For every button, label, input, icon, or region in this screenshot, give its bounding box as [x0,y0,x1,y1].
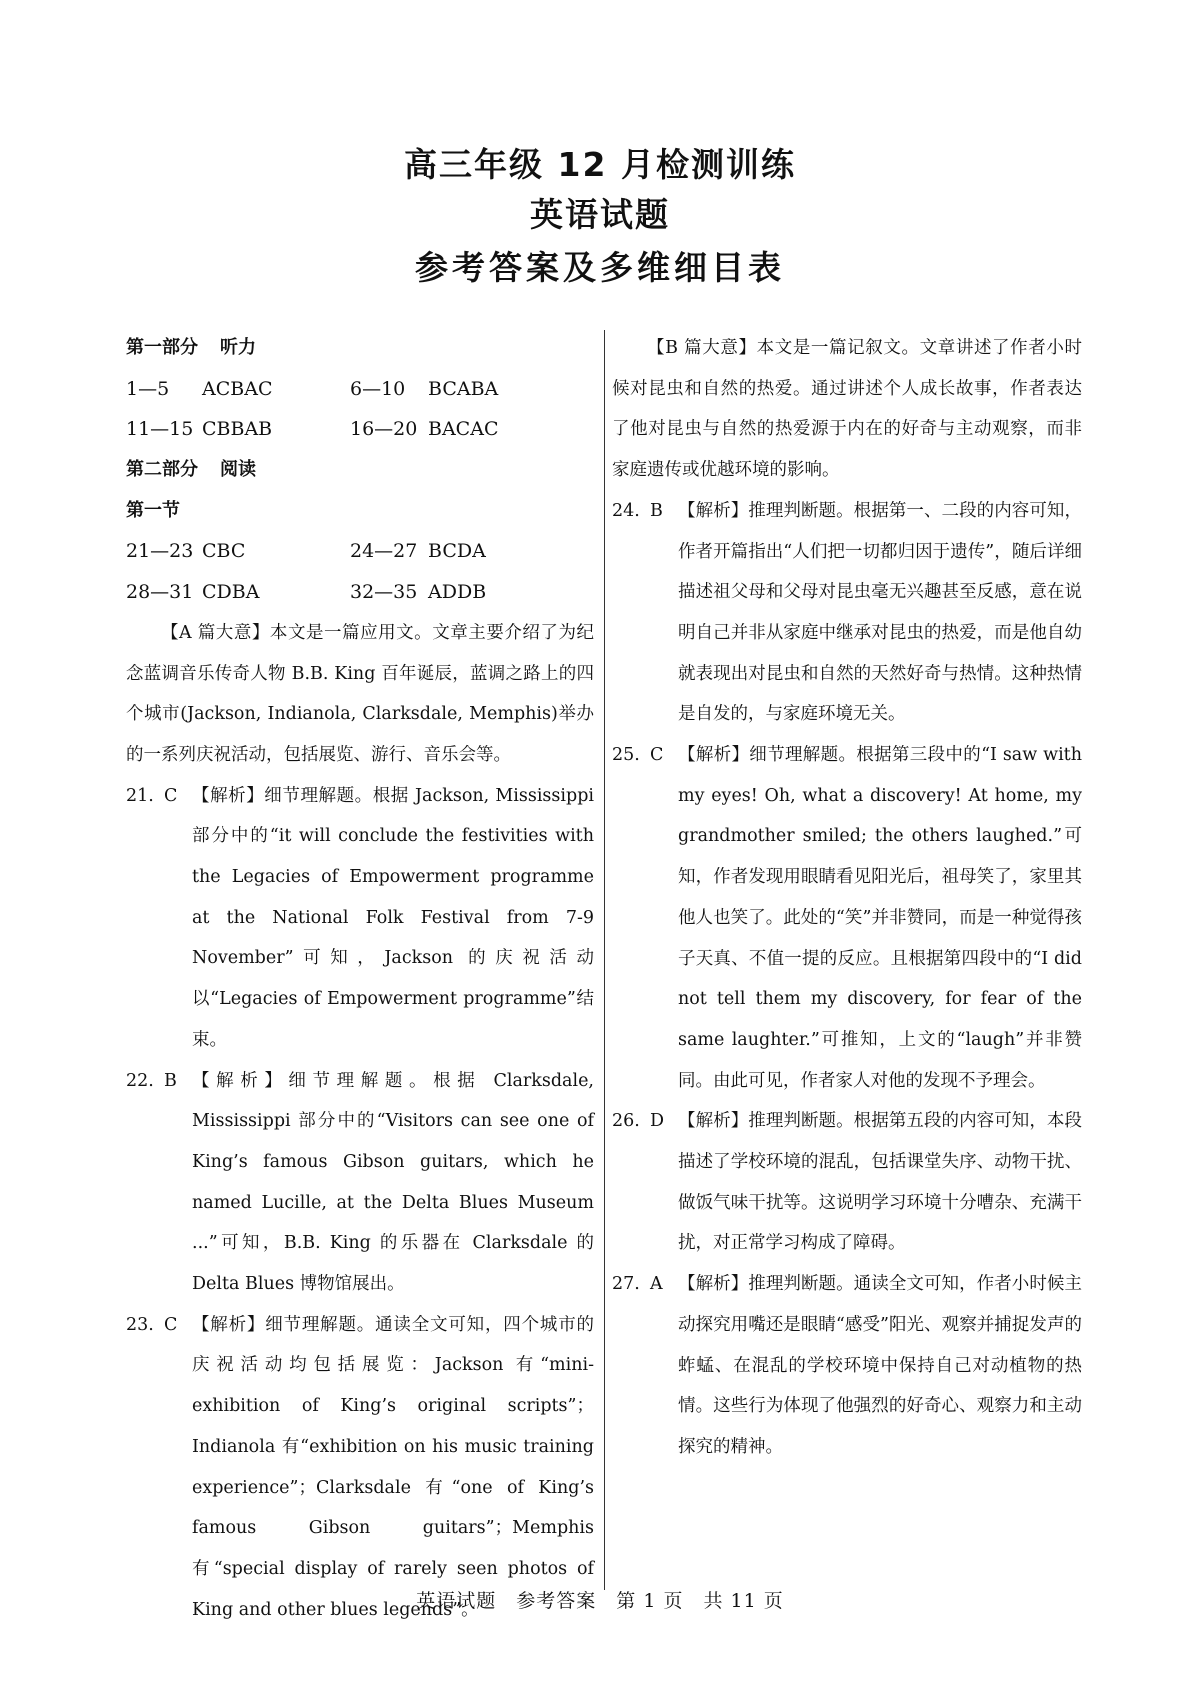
page-title: 高三年级 12 月检测训练 [404,145,796,184]
question-explanation: 27. A 【解析】推理判断题。通读全文可知，作者小时候主动探究用嘴还是眼睛“感受”阳光、观察并捕捉发声的蚱蜢、在混乱的学校环境中保持自己对动植物的热情。这些行为体现了他强烈的好奇心、观察力和主动探究的精神。 [612,1274,1082,1457]
title-block [0,140,1200,296]
answer-row: 11—15 CBBAB 16—20 BACAC [126,418,499,441]
left-column [126,328,594,1630]
page-footer: 英语试题 参考答案 第 1 页 共 11 页 [416,1590,784,1612]
page-subtitle: 参考答案及多维细目表 [415,248,785,287]
question-explanation: 24. B 【解析】推理判断题。根据第一、二段的内容可知，作者开篇指出“人们把一切都归因于遗传”，随后详细描述祖父母和父母对昆虫毫无兴趣甚至反感，意在说明自己并非从家庭中继承对昆虫的热爱，而是他自幼就表现出对昆虫和自然的天然好奇与热情。这种热情是自发的，与家庭环境无关。 [612,500,1082,725]
question-explanation: 22. B 【解析】细节理解题。根据 Clarksdale, Mississippi 部分中的“Visitors can see one of King’s famous Gibson guitars, which he named Lucille, at the Delta Blues Museum ...”可知，B.B. King 的乐器在 Clarksdale 的 Delta Blues 博物馆展出。 [126,1070,594,1295]
passage-b-summary: 【B 篇大意】本文是一篇记叙文。文章讲述了作者小时候对昆虫和自然的热爱。通过讲述个人成长故事，作者表达了他对昆虫与自然的热爱源于内在的好奇与主动观察，而非家庭遗传或优越环境的影响。 [612,338,1082,481]
passage-a-summary: 【A 篇大意】本文是一篇应用文。文章主要介绍了为纪念蓝调音乐传奇人物 B.B. King 百年诞辰，蓝调之路上的四个城市(Jackson, Indianola, Clarksdale, Memphis)举办的一系列庆祝活动，包括展览、游行、音乐会等。 [126,622,594,765]
answer-row: 28—31 CDBA 32—35 ADDB [126,581,487,604]
question-explanation: 25. C 【解析】细节理解题。根据第三段中的“I saw with my eyes! Oh, what a discovery! At home, my grandmother smiled; the others laughed.”可知，作者发现用眼睛看见阳光后，祖母笑了，家里其他人也笑了。此处的“笑”并非赞同，而是一种觉得孩子天真、不值一提的反应。且根据第四段中的“I did not tell them my discovery, for fear of the same laughter.”可推知，上文的“laugh”并非赞同。由此可见，作者家人对他的发现不予理会。 [612,745,1082,1091]
subject-title: 英语试题 [530,195,670,234]
answer-row: 21—23 CBC 24—27 BCDA [126,540,486,563]
section-heading-part1: 第一节 [126,499,180,521]
column-divider [604,330,605,1590]
question-explanation: 21. C 【解析】细节理解题。根据 Jackson, Mississippi 部分中的“it will conclude the festivities with the Legacies of Empowerment programme at the National Folk Festival from 7-9 November”可知，Jackson 的庆祝活动以“Legacies of Empowerment programme”结束。 [126,785,594,1050]
question-explanation: 26. D 【解析】推理判断题。根据第五段的内容可知，本段描述了学校环境的混乱，包括课堂失序、动物干扰、做饭气味干扰等。这说明学习环境十分嘈杂、充满干扰，对正常学习构成了障碍。 [612,1111,1082,1254]
section-heading-reading: 第二部分 阅读 [126,459,256,481]
answer-row: 1—5 ACBAC 6—10 BCABA [126,377,499,400]
section-heading-listening: 第一部分 听力 [126,337,256,358]
right-column [612,328,1082,1468]
question-explanation: 23. C 【解析】细节理解题。通读全文可知，四个城市的庆祝活动均包括展览：Jackson 有“mini-exhibition of King’s original scripts”；Indianola 有“exhibition on his music training experience”；Clarksdale 有“one of King’s famous Gibson guitars”；Memphis 有“special display of rarely seen photos of King and other blues legends”。 [126,1314,594,1620]
